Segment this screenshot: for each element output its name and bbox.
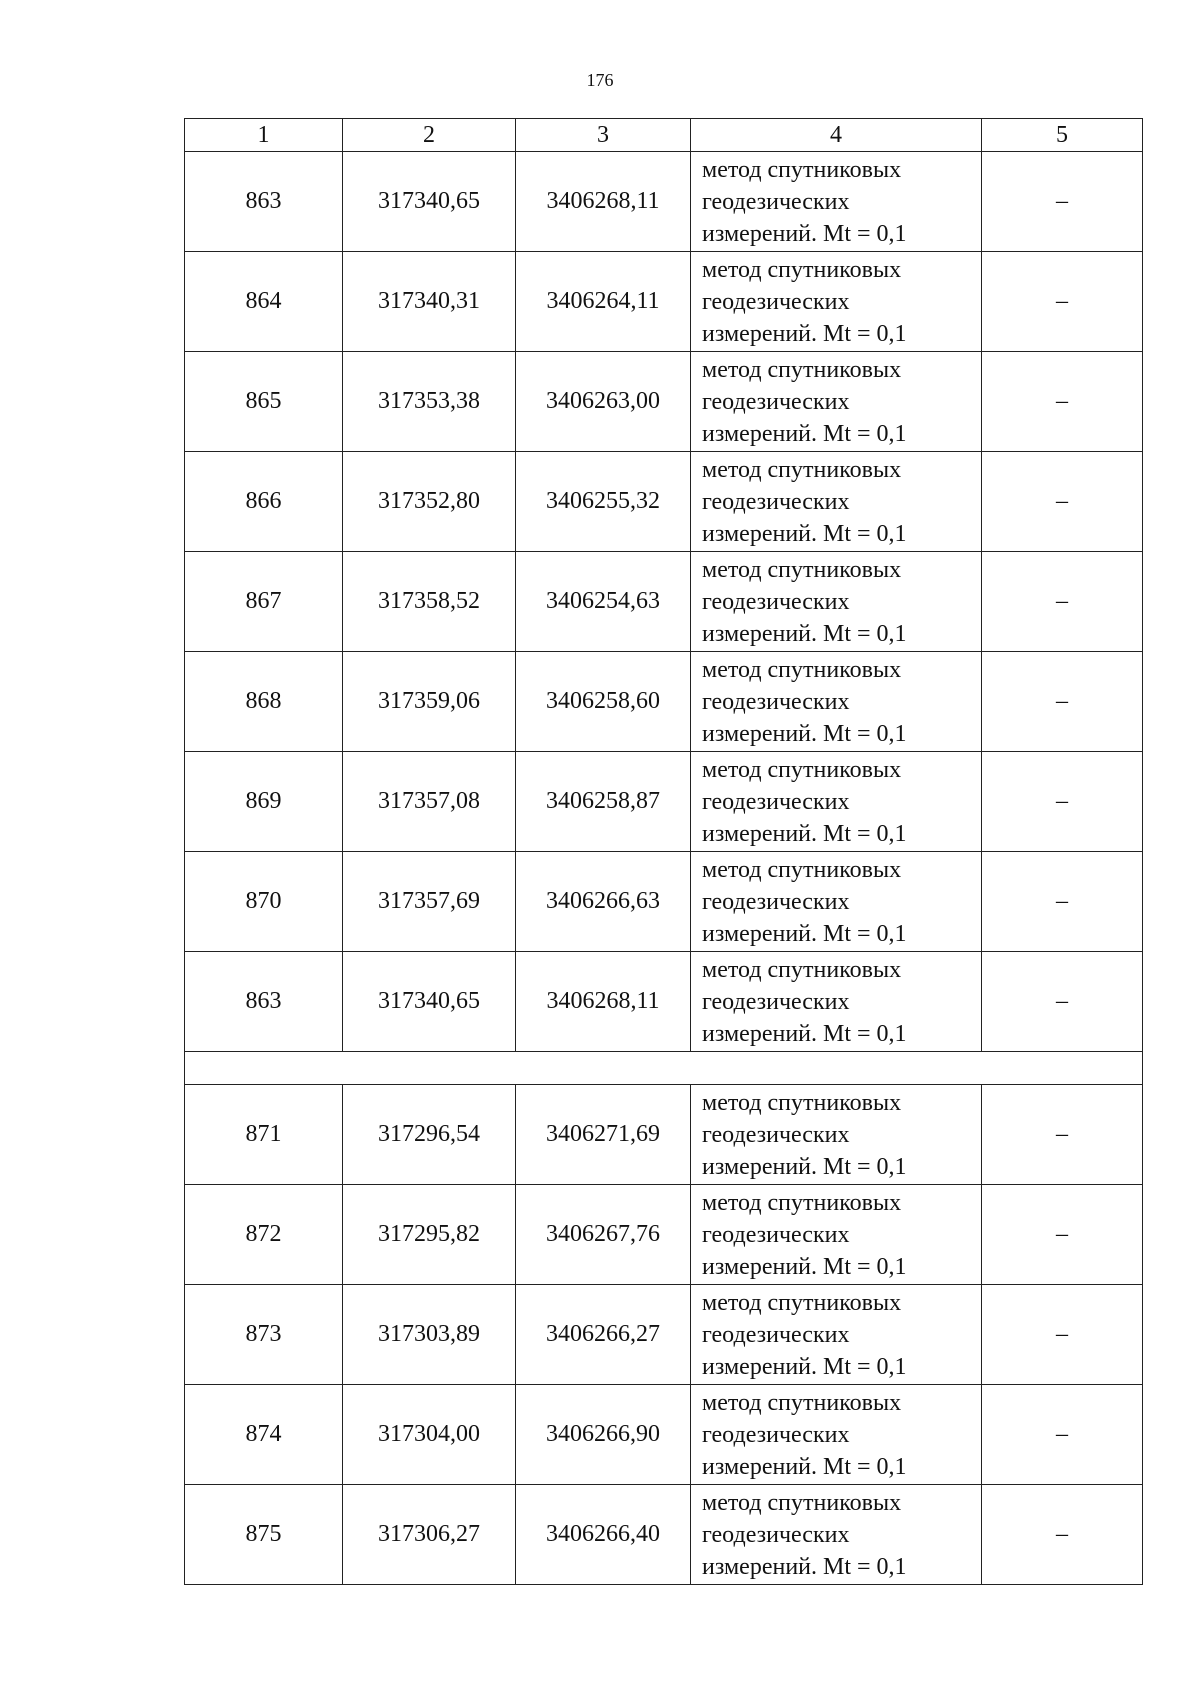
method-cell bbox=[691, 952, 982, 1052]
method-line: метод спутниковых bbox=[702, 856, 902, 883]
y-coordinate-cell: 3406254,63 bbox=[516, 552, 691, 652]
column-header-1: 1 bbox=[185, 119, 343, 152]
point-number-cell: 865 bbox=[185, 352, 343, 452]
point-number-cell: 873 bbox=[185, 1285, 343, 1385]
method-line: метод спутниковых bbox=[702, 1189, 902, 1216]
table-row bbox=[185, 352, 1143, 452]
method-line: геодезических bbox=[702, 288, 850, 315]
x-coordinate-cell: 317359,06 bbox=[343, 652, 516, 752]
method-line: геодезических bbox=[702, 1521, 850, 1548]
note-cell: – bbox=[982, 1285, 1143, 1385]
y-coordinate-cell: 3406266,40 bbox=[516, 1485, 691, 1585]
method-line: геодезических bbox=[702, 588, 850, 615]
table-row bbox=[185, 152, 1143, 252]
method-line: геодезических bbox=[702, 888, 850, 915]
note-cell: – bbox=[982, 652, 1143, 752]
note-cell: – bbox=[982, 152, 1143, 252]
note-cell: – bbox=[982, 1185, 1143, 1285]
x-coordinate-cell: 317358,52 bbox=[343, 552, 516, 652]
note-cell: – bbox=[982, 752, 1143, 852]
table-row bbox=[185, 752, 1143, 852]
table-row bbox=[185, 1185, 1143, 1285]
method-line: геодезических bbox=[702, 1121, 850, 1148]
method-line: геодезических bbox=[702, 688, 850, 715]
table-header-row bbox=[185, 119, 1143, 152]
method-cell bbox=[691, 752, 982, 852]
method-line: измерений. Mt = 0,1 bbox=[702, 1153, 907, 1180]
y-coordinate-cell: 3406264,11 bbox=[516, 252, 691, 352]
x-coordinate-cell: 317303,89 bbox=[343, 1285, 516, 1385]
method-line: измерений. Mt = 0,1 bbox=[702, 1353, 907, 1380]
method-line: метод спутниковых bbox=[702, 1389, 902, 1416]
y-coordinate-cell: 3406266,27 bbox=[516, 1285, 691, 1385]
table-row bbox=[185, 652, 1143, 752]
method-cell bbox=[691, 1485, 982, 1585]
method-line: измерений. Mt = 0,1 bbox=[702, 1020, 907, 1047]
note-cell: – bbox=[982, 852, 1143, 952]
note-cell: – bbox=[982, 452, 1143, 552]
method-cell bbox=[691, 552, 982, 652]
y-coordinate-cell: 3406267,76 bbox=[516, 1185, 691, 1285]
method-line: метод спутниковых bbox=[702, 256, 902, 283]
method-line: измерений. Mt = 0,1 bbox=[702, 1553, 907, 1580]
method-line: метод спутниковых bbox=[702, 1489, 902, 1516]
x-coordinate-cell: 317296,54 bbox=[343, 1085, 516, 1185]
method-line: метод спутниковых bbox=[702, 556, 902, 583]
point-number-cell: 868 bbox=[185, 652, 343, 752]
point-number-cell: 874 bbox=[185, 1385, 343, 1485]
coordinates-table bbox=[184, 118, 1143, 1585]
note-cell: – bbox=[982, 1085, 1143, 1185]
y-coordinate-cell: 3406268,11 bbox=[516, 152, 691, 252]
table-row bbox=[185, 1385, 1143, 1485]
method-line: геодезических bbox=[702, 1421, 850, 1448]
x-coordinate-cell: 317340,65 bbox=[343, 152, 516, 252]
method-line: измерений. Mt = 0,1 bbox=[702, 1453, 907, 1480]
method-line: метод спутниковых bbox=[702, 456, 902, 483]
point-number-cell: 863 bbox=[185, 152, 343, 252]
point-number-cell: 867 bbox=[185, 552, 343, 652]
method-line: измерений. Mt = 0,1 bbox=[702, 420, 907, 447]
point-number-cell: 875 bbox=[185, 1485, 343, 1585]
method-line: метод спутниковых bbox=[702, 1289, 902, 1316]
table-row bbox=[185, 952, 1143, 1052]
method-cell bbox=[691, 1285, 982, 1385]
x-coordinate-cell: 317353,38 bbox=[343, 352, 516, 452]
method-cell bbox=[691, 452, 982, 552]
method-cell bbox=[691, 852, 982, 952]
table-row bbox=[185, 852, 1143, 952]
page-number: 176 bbox=[586, 70, 614, 90]
method-cell bbox=[691, 352, 982, 452]
method-line: измерений. Mt = 0,1 bbox=[702, 520, 907, 547]
note-cell: – bbox=[982, 252, 1143, 352]
method-line: измерений. Mt = 0,1 bbox=[702, 620, 907, 647]
y-coordinate-cell: 3406263,00 bbox=[516, 352, 691, 452]
table-row bbox=[185, 252, 1143, 352]
x-coordinate-cell: 317340,65 bbox=[343, 952, 516, 1052]
method-line: геодезических bbox=[702, 1321, 850, 1348]
method-cell bbox=[691, 252, 982, 352]
table-row bbox=[185, 1285, 1143, 1385]
point-number-cell: 870 bbox=[185, 852, 343, 952]
method-line: измерений. Mt = 0,1 bbox=[702, 320, 907, 347]
method-cell bbox=[691, 152, 982, 252]
method-line: измерений. Mt = 0,1 bbox=[702, 820, 907, 847]
method-line: геодезических bbox=[702, 388, 850, 415]
method-line: геодезических bbox=[702, 988, 850, 1015]
method-cell bbox=[691, 1385, 982, 1485]
y-coordinate-cell: 3406258,87 bbox=[516, 752, 691, 852]
method-line: измерений. Mt = 0,1 bbox=[702, 920, 907, 947]
method-line: измерений. Mt = 0,1 bbox=[702, 220, 907, 247]
table-body bbox=[185, 152, 1143, 1585]
column-header-3: 3 bbox=[516, 119, 691, 152]
point-number-cell: 872 bbox=[185, 1185, 343, 1285]
x-coordinate-cell: 317306,27 bbox=[343, 1485, 516, 1585]
y-coordinate-cell: 3406266,90 bbox=[516, 1385, 691, 1485]
point-number-cell: 871 bbox=[185, 1085, 343, 1185]
x-coordinate-cell: 317340,31 bbox=[343, 252, 516, 352]
section-separator-row bbox=[185, 1052, 1143, 1085]
point-number-cell: 863 bbox=[185, 952, 343, 1052]
point-number-cell: 864 bbox=[185, 252, 343, 352]
column-header-5: 5 bbox=[982, 119, 1143, 152]
method-line: метод спутниковых bbox=[702, 156, 902, 183]
x-coordinate-cell: 317357,69 bbox=[343, 852, 516, 952]
x-coordinate-cell: 317304,00 bbox=[343, 1385, 516, 1485]
method-line: геодезических bbox=[702, 1221, 850, 1248]
method-line: метод спутниковых bbox=[702, 956, 902, 983]
note-cell: – bbox=[982, 1485, 1143, 1585]
y-coordinate-cell: 3406266,63 bbox=[516, 852, 691, 952]
note-cell: – bbox=[982, 952, 1143, 1052]
method-line: измерений. Mt = 0,1 bbox=[702, 720, 907, 747]
note-cell: – bbox=[982, 352, 1143, 452]
table-row bbox=[185, 1485, 1143, 1585]
method-line: метод спутниковых bbox=[702, 356, 902, 383]
note-cell: – bbox=[982, 1385, 1143, 1485]
x-coordinate-cell: 317357,08 bbox=[343, 752, 516, 852]
x-coordinate-cell: 317295,82 bbox=[343, 1185, 516, 1285]
x-coordinate-cell: 317352,80 bbox=[343, 452, 516, 552]
point-number-cell: 869 bbox=[185, 752, 343, 852]
y-coordinate-cell: 3406271,69 bbox=[516, 1085, 691, 1185]
method-line: метод спутниковых bbox=[702, 656, 902, 683]
section-separator-cell bbox=[185, 1052, 1143, 1085]
y-coordinate-cell: 3406255,32 bbox=[516, 452, 691, 552]
table-row bbox=[185, 1085, 1143, 1185]
column-header-2: 2 bbox=[343, 119, 516, 152]
table-row bbox=[185, 552, 1143, 652]
method-line: измерений. Mt = 0,1 bbox=[702, 1253, 907, 1280]
y-coordinate-cell: 3406268,11 bbox=[516, 952, 691, 1052]
column-header-4: 4 bbox=[691, 119, 982, 152]
method-line: геодезических bbox=[702, 788, 850, 815]
method-line: метод спутниковых bbox=[702, 1089, 902, 1116]
point-number-cell: 866 bbox=[185, 452, 343, 552]
method-cell bbox=[691, 1085, 982, 1185]
method-cell bbox=[691, 652, 982, 752]
method-line: метод спутниковых bbox=[702, 756, 902, 783]
method-line: геодезических bbox=[702, 488, 850, 515]
note-cell: – bbox=[982, 552, 1143, 652]
table-row bbox=[185, 452, 1143, 552]
method-cell bbox=[691, 1185, 982, 1285]
y-coordinate-cell: 3406258,60 bbox=[516, 652, 691, 752]
method-line: геодезических bbox=[702, 188, 850, 215]
